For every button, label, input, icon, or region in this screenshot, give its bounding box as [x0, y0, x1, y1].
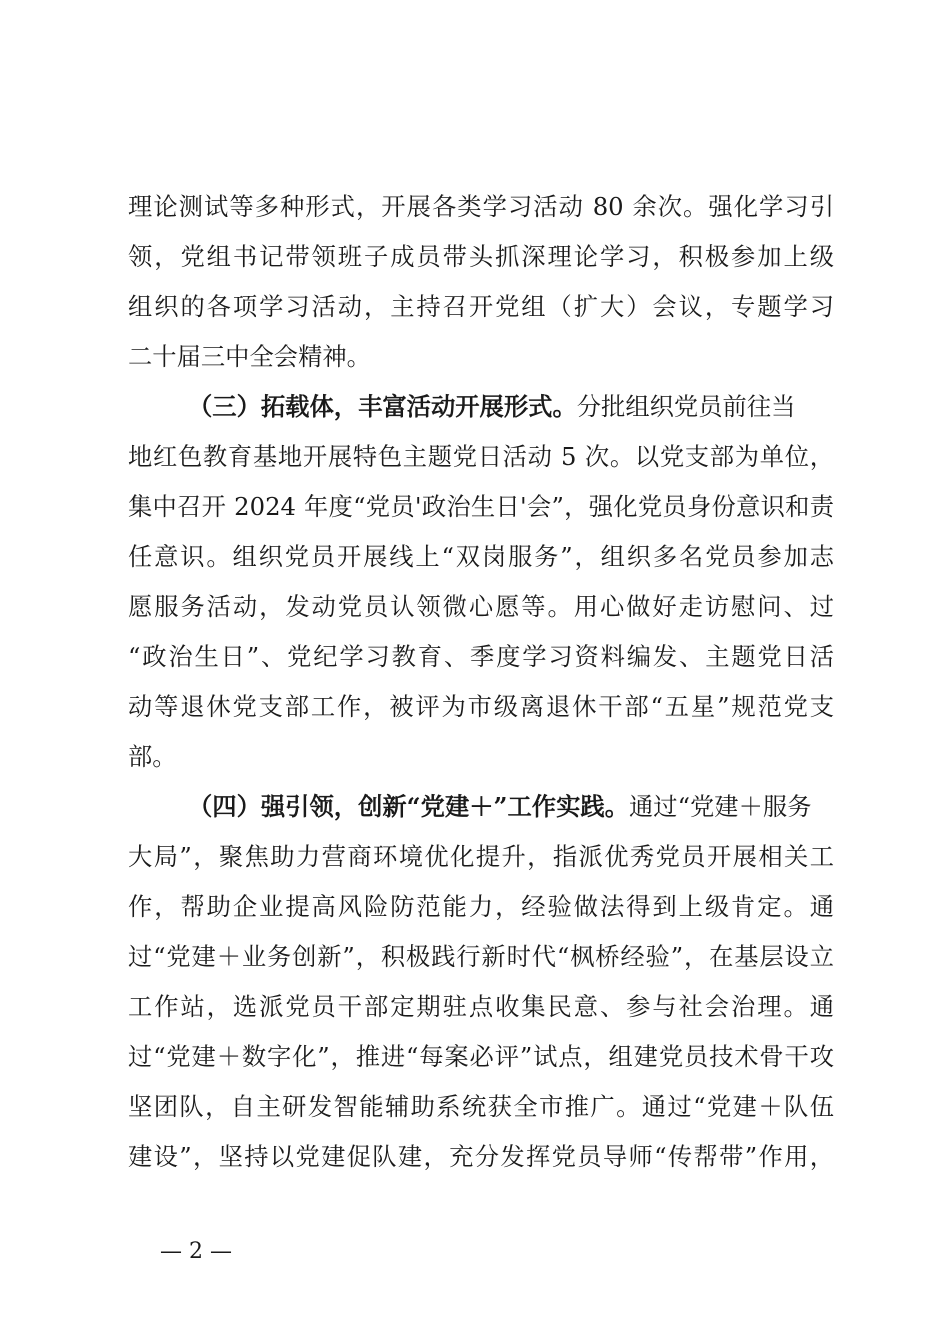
text-line: 大局”，聚焦助力营商环境优化提升，指派优秀党员开展相关工	[128, 842, 834, 871]
text-line: 过“党建＋业务创新”，积极践行新时代“枫桥经验”，在基层设立	[128, 942, 834, 971]
paragraph-3-first-line	[128, 782, 834, 832]
text-line: 组织的各项学习活动，主持召开党组（扩大）会议，专题学习	[128, 292, 834, 321]
text-line: 二十届三中全会精神。	[128, 342, 371, 371]
text-span: 分批组织党员前往当	[576, 392, 796, 421]
text-line: 任意识。组织党员开展线上“双岗服务”，组织多名党员参加志	[128, 542, 834, 571]
section-heading-3: （三）拓载体，丰富活动开展形式。	[188, 392, 577, 421]
text-line: 集中召开 2024 年度“党员'政治生日'会”，强化党员身份意识和责	[128, 492, 834, 521]
document-body	[128, 182, 834, 1182]
text-line: 部。	[128, 742, 177, 771]
section-heading-4: （四）强引领，创新“党建＋”工作实践。	[188, 792, 629, 821]
paragraph-3	[128, 782, 834, 1182]
paragraph-2	[128, 382, 834, 782]
text-line: 建设”，坚持以党建促队建，充分发挥党员导师“传帮带”作用，	[128, 1142, 834, 1171]
paragraph-1	[128, 182, 834, 382]
text-line: 工作站，选派党员干部定期驻点收集民意、参与社会治理。通	[128, 992, 834, 1021]
text-line: 愿服务活动，发动党员认领微心愿等。用心做好走访慰问、过	[128, 592, 834, 621]
text-span: 通过“党建＋服务	[629, 792, 812, 821]
text-line: 作，帮助企业提高风险防范能力，经验做法得到上级肯定。通	[128, 892, 834, 921]
page-number: — 2 —	[160, 1239, 232, 1264]
text-line: “政治生日”、党纪学习教育、季度学习资料编发、主题党日活	[128, 642, 834, 671]
text-line: 领，党组书记带领班子成员带头抓深理论学习，积极参加上级	[128, 242, 834, 271]
text-line: 动等退休党支部工作，被评为市级离退休干部“五星”规范党支	[128, 692, 834, 721]
text-line: 理论测试等多种形式，开展各类学习活动 80 余次。强化学习引	[128, 192, 834, 221]
text-line: 坚团队，自主研发智能辅助系统获全市推广。通过“党建＋队伍	[128, 1092, 834, 1121]
paragraph-2-first-line	[128, 382, 834, 432]
text-line: 过“党建＋数字化”，推进“每案必评”试点，组建党员技术骨干攻	[128, 1042, 834, 1071]
text-line: 地红色教育基地开展特色主题党日活动 5 次。以党支部为单位，	[128, 442, 834, 471]
